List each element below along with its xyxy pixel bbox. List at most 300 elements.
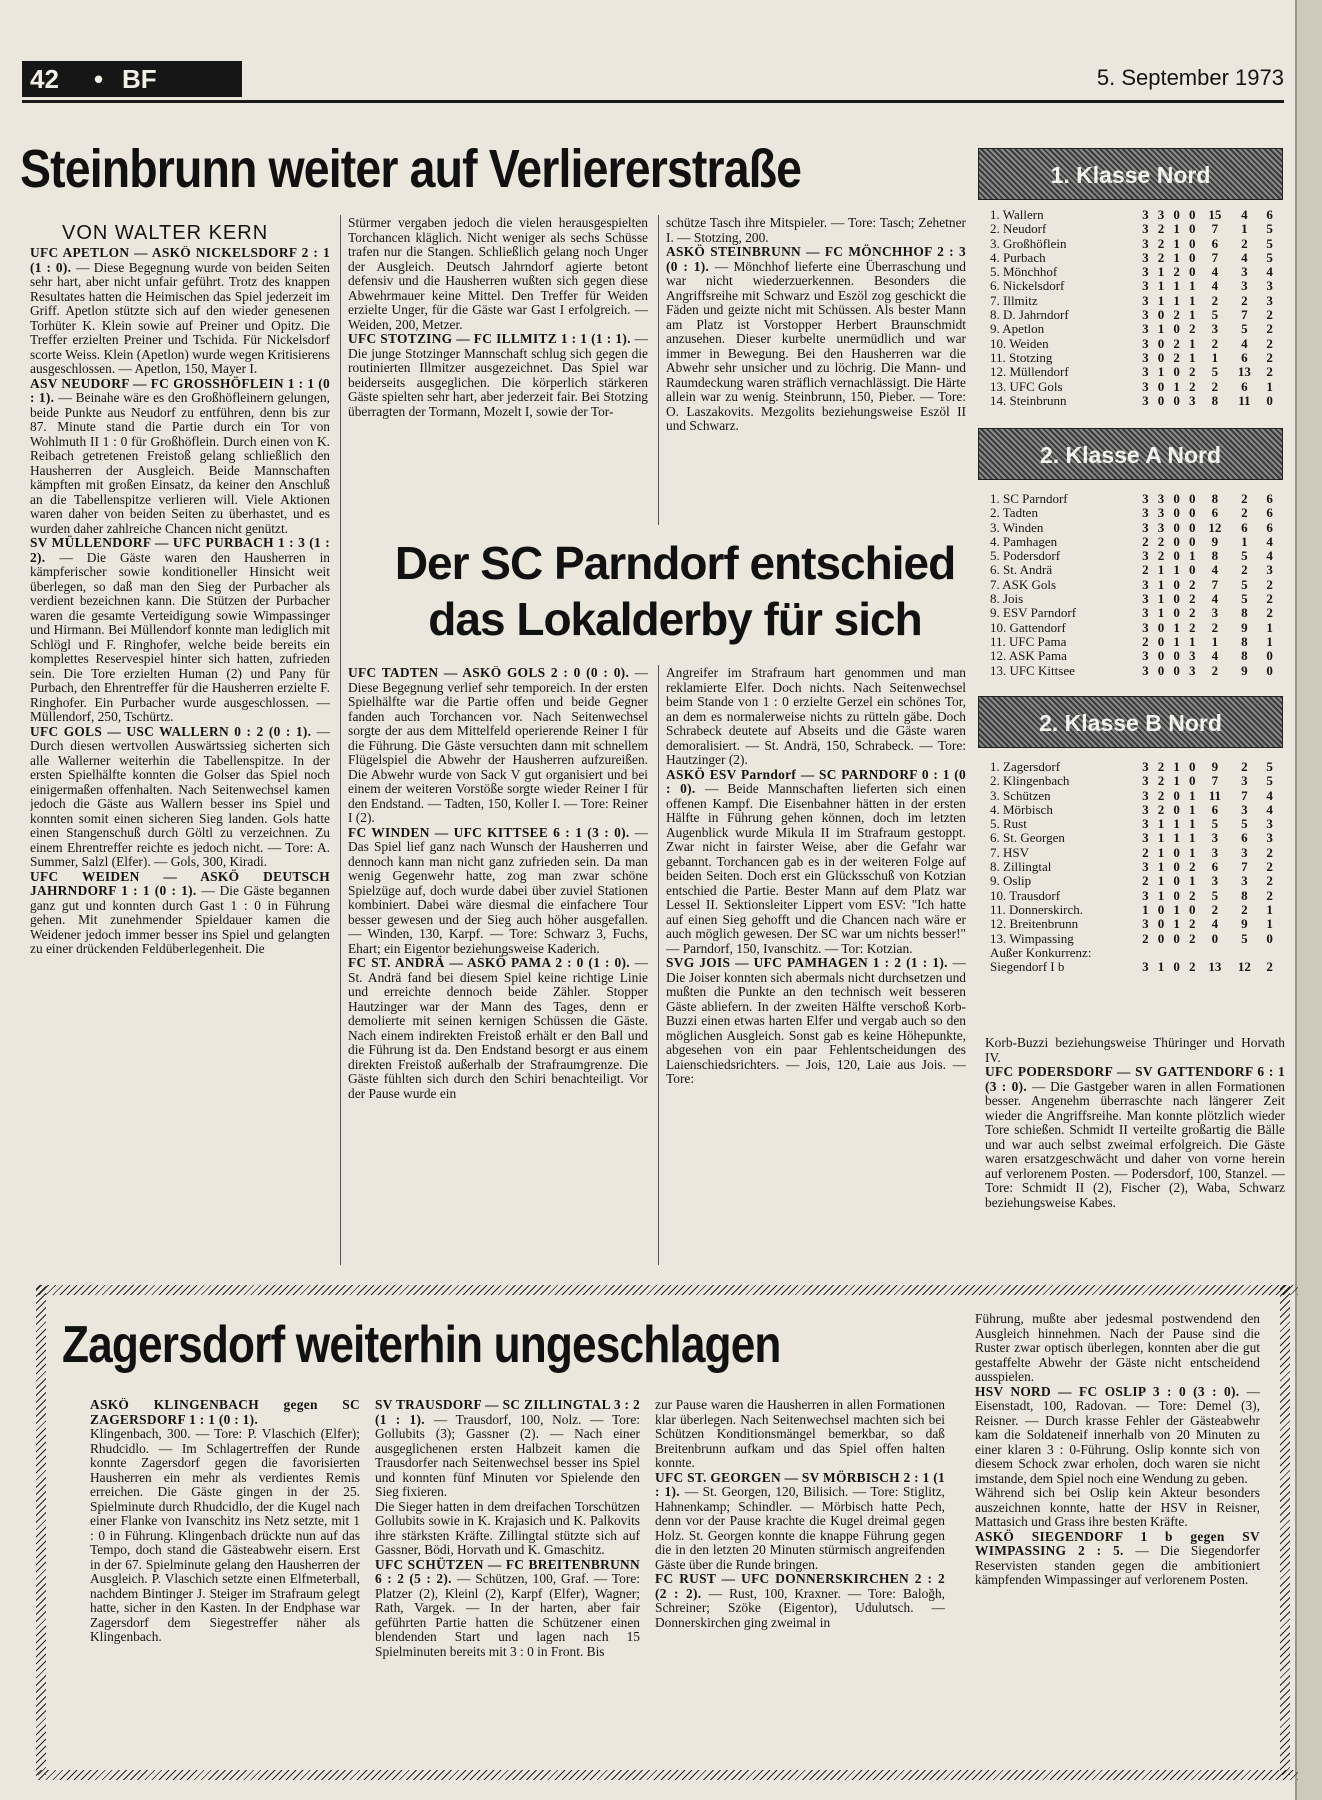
table-row <box>990 208 1280 222</box>
table-row <box>990 549 1280 563</box>
stat-cell: 3 <box>1142 576 1149 592</box>
paragraph-text: — Die Gäste waren den Hausherren in kämpferischer sowie konditioneller Hinsicht weit überlegen, so daß man den Sieg der Purbacher als verdient bezeichnen kann. Die Stützen der Purbacher waren die gesamte Verteidigung sowie Wimpassinger und Hirmann. Bei Müllendorf konnte man lediglich mit Schlögl und F. Ringhofer, welche beide bereits ein komplettes Reservespiel hinter sich hatten, zufrieden sein. Die Tore erzielten Human (2) und Pany für Purbach, den Ehrentreffer für die Hausherren erzielte F. Ringhofer. Ein Purbacher wurde ausgeschlossen. — Müllendorf, 250, Tschürtz. <box>30 549 330 724</box>
stat-cell: 3 <box>1142 759 1149 774</box>
table-row <box>990 222 1280 236</box>
stat-cell: 2 <box>1142 873 1149 889</box>
column-rule <box>658 215 659 525</box>
stat-cell: 2 <box>1173 349 1180 365</box>
stat-cell: 4 <box>1211 648 1219 664</box>
stat-cell: 2 <box>1241 292 1248 308</box>
stat-cell: 7 <box>1241 787 1248 803</box>
stat-cell: 1 <box>1241 221 1248 237</box>
stat-cell: 0 <box>1189 773 1196 789</box>
stat-cell: 3 <box>1142 959 1149 975</box>
stat-cell: 1 <box>1173 249 1180 265</box>
stat-cell: 8 <box>1241 633 1248 649</box>
stat-cell: 3 <box>1142 505 1149 521</box>
stat-cell: 4 <box>1211 916 1219 932</box>
stat-cell: 3 <box>1211 605 1219 621</box>
page-edge <box>1295 0 1322 1800</box>
stat-cell: 1 <box>1157 605 1165 621</box>
stat-cell: 5 <box>1266 235 1273 251</box>
stat-cell: 2 <box>1241 491 1248 506</box>
team-name: 13. Wimpassing <box>990 930 1074 946</box>
stat-cell: 1 <box>1173 773 1180 789</box>
stat-cell: 4 <box>1266 787 1273 803</box>
stat-cell: 2 <box>1189 959 1196 975</box>
stat-cell: 3 <box>1211 873 1219 889</box>
stat-cell: 1 <box>1142 901 1149 917</box>
stat-cell: 8 <box>1241 648 1248 664</box>
stat-cell: 1 <box>1173 816 1180 832</box>
table-row <box>990 251 1280 265</box>
stat-cell: 2 <box>1266 605 1273 621</box>
stat-cell: 3 <box>1142 321 1149 337</box>
stat-cell: 4 <box>1241 207 1248 222</box>
paragraph <box>30 246 330 377</box>
paragraph <box>655 1471 945 1573</box>
match-heading: FC WINDEN — UFC KITTSEE 6 : 1 (3 : 0). <box>348 824 635 840</box>
table-row <box>990 563 1280 577</box>
stat-cell: 3 <box>1241 801 1248 817</box>
stat-cell: 3 <box>1142 605 1149 621</box>
match-heading: ASV NEUDORF — FC GROSSHÖFLEIN 1 : 1 (0 : 1). <box>30 375 330 405</box>
team-name: 4. Pamhagen <box>990 533 1058 549</box>
stat-cell: 2 <box>1266 364 1273 380</box>
match-heading: UFC WEIDEN — ASKÖ DEUTSCH JAHRNDORF 1 : 1 (0 : 1). <box>30 868 330 898</box>
stat-cell: 3 <box>1142 278 1149 294</box>
stat-cell: 3 <box>1142 619 1149 635</box>
table-row <box>990 903 1280 917</box>
stat-cell: 3 <box>1142 859 1149 875</box>
team-name: 2. Tadten <box>990 505 1038 521</box>
stat-cell: 3 <box>1266 816 1273 832</box>
team-name: 11. Stotzing <box>990 349 1053 365</box>
stat-cell: 2 <box>1266 307 1273 323</box>
article2-column-3 <box>985 1036 1285 1266</box>
table-row <box>990 279 1280 293</box>
stat-cell: 2 <box>1189 576 1196 592</box>
stat-cell: 3 <box>1189 648 1196 664</box>
stat-cell: 0 <box>1173 844 1180 860</box>
masthead <box>22 55 1284 103</box>
table-row <box>990 521 1280 535</box>
stat-cell: 0 <box>1173 519 1180 535</box>
stat-cell: 4 <box>1241 249 1248 265</box>
paragraph-text: — Beide Mannschaften lieferten sich einen offenen Kampf. Die Eisenbahner hätten in der ersten Hälfte in Führung gehen können, doch im letzten Augenblick wurde Mikula II im Strafraum gestoppt. Zwar nicht in fairster Weise, aber die Gefahr war gebannt. Torchancen gab es in der weiteren Folge auf beiden Seiten. Doch erst ein Glücksschuß von Kotzian entschied die Partie. Bester Mann auf dem Platz war Lessel II. Sektionsleiter Lippert vom ESV: "Ich hatte auf einen Sieg gehofft und die Chancen nach wäre er auch möglich gewesen. Der SC war um nichts besser!" — Parndorf, 150, Ivanschitz. — Tor: Kotzian. <box>666 781 966 956</box>
team-name: 5. Podersdorf <box>990 548 1061 564</box>
stat-cell: 2 <box>1142 533 1149 549</box>
stat-cell: 2 <box>1266 844 1273 860</box>
stat-cell: 5 <box>1211 364 1219 380</box>
column-rule <box>658 665 659 1265</box>
stat-cell: 2 <box>1173 264 1180 280</box>
stat-cell: 1 <box>1157 859 1165 875</box>
stat-cell: 1 <box>1189 335 1196 351</box>
headline-parndorf: Der SC Parndorf entschied das Lokalderby für sich <box>394 537 956 645</box>
stat-cell: 3 <box>1142 235 1149 251</box>
stat-cell: 1 <box>1173 633 1180 649</box>
team-name: 1. SC Parndorf <box>990 491 1068 506</box>
stat-cell: 5 <box>1211 887 1219 903</box>
stat-cell: 3 <box>1142 887 1149 903</box>
stat-cell: 6 <box>1241 349 1248 365</box>
publication-name: BF <box>122 64 157 94</box>
team-name: 3. Winden <box>990 519 1044 535</box>
stat-cell: 9 <box>1241 619 1248 635</box>
stat-cell: 3 <box>1142 307 1149 323</box>
stat-cell: 9 <box>1241 662 1248 678</box>
stat-cell: 3 <box>1241 773 1248 789</box>
team-name: 9. Oslip <box>990 873 1032 889</box>
stat-cell: 3 <box>1142 378 1149 394</box>
team-name: 11. Donnerskirch. <box>990 901 1084 917</box>
stat-cell: 2 <box>1266 349 1273 365</box>
stat-cell: 0 <box>1157 378 1165 394</box>
match-heading: UFC STOTZING — FC ILLMITZ 1 : 1 (1 : 1). <box>348 331 635 346</box>
paragraph-text: schütze Tasch ihre Mitspieler. — Tore: Tasch; Zehetner I. — Stotzing, 200. <box>666 216 966 245</box>
stat-cell: 1 <box>1173 830 1180 846</box>
table-row <box>990 322 1280 336</box>
stat-cell: 3 <box>1142 519 1149 535</box>
stat-cell: 0 <box>1173 887 1180 903</box>
paragraph <box>975 1530 1260 1588</box>
stat-cell: 2 <box>1157 249 1165 265</box>
stat-cell: 7 <box>1241 307 1248 323</box>
stat-cell: 2 <box>1241 235 1248 251</box>
page-number-box <box>22 61 242 97</box>
stat-cell: 13 <box>1237 364 1251 380</box>
stat-cell: 2 <box>1241 562 1248 578</box>
team-name: 12. ASK Pama <box>990 648 1067 664</box>
stat-cell: 2 <box>1266 887 1273 903</box>
stat-cell: 1 <box>1157 591 1165 607</box>
paragraph <box>666 666 966 768</box>
stat-cell: 1 <box>1211 349 1219 365</box>
stat-cell: 3 <box>1142 801 1149 817</box>
stat-cell: 1 <box>1189 548 1196 564</box>
team-name: 8. D. Jahrndorf <box>990 307 1069 323</box>
stat-cell: 1 <box>1173 562 1180 578</box>
stat-cell: 2 <box>1189 887 1196 903</box>
stat-cell: 0 <box>1157 619 1165 635</box>
extra-heading: Außer Konkurrenz: <box>990 944 1092 960</box>
stat-cell: 1 <box>1189 801 1196 817</box>
article1-column-1 <box>30 246 330 1266</box>
match-heading: SV TRAUSDORF — SC ZILLINGTAL 3 : 2 (1 : 1). <box>375 1398 640 1427</box>
stat-cell: 0 <box>1189 221 1196 237</box>
paragraph-text: — Diese Begegnung wurde von beiden Seiten sehr hart, aber nicht unfair geführt. Trotz des knappen Resultates hatten die Heimischen das Spiel jederzeit im Griff. Apetlon stützte sich auf den wieder genesenen Torhüter K. Klein sowie auf Preiner und Opitz. Die Treffer erzielten Preiner und Tschida. Für Nickelsdorf scorte Weiss. Klein (Apetlon) wurde wegen Kritisierens ausgeschlossen. — Apetlon, 150, Mayer I. <box>30 259 330 376</box>
stat-cell: 0 <box>1173 605 1180 621</box>
paragraph-text: Angreifer im Strafraum hart genommen und man reklamierte Elfer. Doch nichts. Nach Seitenwechsel beim Stande von 1 : 0 erzielte Gerzel ein schönes Tor, an dem es normalerweise nichts zu rütteln gäbe. Doch Schrabeck deutete auf Abseits und die Gäste waren demoralisiert. — St. Andrä, 150, Schrabeck. — Tore: Hautzinger (2). <box>666 666 966 767</box>
table-row <box>990 265 1280 279</box>
stat-cell: 0 <box>1173 392 1180 408</box>
box-border-left <box>36 1285 46 1775</box>
stat-cell: 3 <box>1142 648 1149 664</box>
stat-cell: 1 <box>1189 844 1196 860</box>
stat-cell: 1 <box>1189 349 1196 365</box>
stat-cell: 0 <box>1173 576 1180 592</box>
stat-cell: 5 <box>1266 249 1273 265</box>
stat-cell: 5 <box>1266 221 1273 237</box>
stat-cell: 7 <box>1211 221 1219 237</box>
paragraph-text: — St. Georgen, 120, Bilisich. — Tore: Stiglitz, Hahnenkamp; Schindler. — Mörbisch hatte Pech, denn vor der Pause krachte die Kugel dreimal gegen Holz. St. Georgen konnte die knappe Führung gegen die in den letzten 20 Minuten stürmisch angreifenden Gäste über die Runde bringen. <box>655 1484 945 1572</box>
stat-cell: 1 <box>1211 633 1219 649</box>
paragraph-text: Während sich bei Oslip kein Akteur besonders auszeichnen konnte, hatte der HSV in Reisner, Mattasich und Grass ihre besten Kräfte. <box>975 1485 1260 1529</box>
paragraph <box>30 725 330 870</box>
stat-cell: 1 <box>1241 533 1248 549</box>
table-row <box>990 831 1280 845</box>
stat-cell: 1 <box>1189 278 1196 294</box>
stat-cell: 2 <box>1211 619 1219 635</box>
stat-cell: 12 <box>1237 959 1251 975</box>
stat-cell: 3 <box>1241 278 1248 294</box>
headline-zagersdorf: Zagersdorf weiterhin ungeschlagen <box>62 1316 781 1374</box>
stat-cell: 1 <box>1173 221 1180 237</box>
stat-cell: 4 <box>1211 278 1219 294</box>
paragraph <box>666 768 966 957</box>
stat-cell: 0 <box>1173 505 1180 521</box>
stat-cell: 7 <box>1211 773 1219 789</box>
stat-cell: 3 <box>1157 207 1165 222</box>
team-name: 6. St. Georgen <box>990 830 1065 846</box>
stat-cell: 1 <box>1266 378 1273 394</box>
match-heading: FC RUST — UFC DONNERSKIRCHEN 2 : 2 (2 : 2). <box>655 1571 945 1601</box>
stat-cell: 1 <box>1157 887 1165 903</box>
stat-cell: 3 <box>1142 591 1149 607</box>
stat-cell: 9 <box>1211 759 1219 774</box>
stat-cell: 0 <box>1189 759 1196 774</box>
team-name: 12. Müllendorf <box>990 364 1069 380</box>
stat-cell: 12 <box>1208 519 1222 535</box>
stat-cell: 0 <box>1157 916 1165 932</box>
stat-cell: 3 <box>1211 321 1219 337</box>
team-name: 5. Mönchhof <box>990 264 1058 280</box>
table-banner-1: 1. Klasse Nord <box>978 148 1283 200</box>
stat-cell: 2 <box>1157 533 1165 549</box>
stat-cell: 2 <box>1266 591 1273 607</box>
stat-cell: 0 <box>1189 235 1196 251</box>
paragraph-text: — Die Joiser konnten sich abermals nicht durchsetzen und mußten die Punkte an den technisch weit besseren Gäste abliefern. In der zweiten Hälfte verschoß Korb-Buzzi einen etwas harten Elfer und vergab auch so den möglichen Ausgleich. Sonst gab es keine Höhepunkte, abgesehen von ein paar Fehlentscheidungen des Laienschiedsrichters. — Jois, 120, Laie aus Jois. — Tore: <box>666 955 966 1086</box>
stat-cell: 1 <box>1157 959 1165 975</box>
paragraph-text: — Mönchhof lieferte eine Überraschung und war nicht wiederzuerkennen. Besonders die Angriffsreihe mit Schwarz und Eszöl zog geschickt die Fäden und geizte nicht mit Schüssen. Als bester Mann am Platz ist Vorstopper Herbert Braunschmidt anzusehen. Dieser kurbelte unermüdlich und war immer in Bewegung. Bei den Hausherren war die Abwehr sehr unsicher und zu löchrig. Die Mann- und Raumdeckung waren sträflich vernachlässigt. Die Härte allein war zu wenig. Steinbrunn, 150, Pieber. — Tore: O. Laszakovits. Mezgolits beziehungsweise Eszöl II und Schwarz. <box>666 258 966 433</box>
stat-cell: 3 <box>1211 844 1219 860</box>
stat-cell: 2 <box>1157 801 1165 817</box>
team-name: 6. St. Andrä <box>990 562 1053 578</box>
stat-cell: 2 <box>1173 335 1180 351</box>
stat-cell: 2 <box>1157 759 1165 774</box>
stat-cell: 2 <box>1189 619 1196 635</box>
stat-cell: 1 <box>1173 378 1180 394</box>
team-name: 9. Apetlon <box>990 321 1045 337</box>
paragraph-text: — Durch diesen wertvollen Auswärtssieg sicherten sich alle Wallerner weiterhin die Tabellenspitze. In der ersten Spielhälfte konnten die Golser das Spiel noch einigermaßen offenhalten. Nach Seitenwechsel kamen jedoch die Gäste aus Wallern besser ins Spiel und konnten somit einen sicheren Sieg landen. Gols hatte einen Stangenschuß durch Göltl zu verzeichnen. Zu einem Ehrentreffer reichte es jedoch nicht. — Tore: A. Summer, Salzl (Elfer). — Gols, 300, Kiradi. <box>30 723 330 869</box>
match-heading: UFC SCHÜTZEN — FC BREITENBRUNN 6 : 2 (5 : 2). <box>375 1556 640 1586</box>
article3-column-4 <box>975 1312 1260 1762</box>
stat-cell: 3 <box>1142 392 1149 408</box>
stat-cell: 6 <box>1211 859 1219 875</box>
byline: VON WALTER KERN <box>62 222 269 244</box>
paragraph <box>375 1500 640 1558</box>
stat-cell: 1 <box>1266 633 1273 649</box>
stat-cell: 2 <box>1211 378 1219 394</box>
stat-cell: 0 <box>1189 562 1196 578</box>
stat-cell: 8 <box>1241 605 1248 621</box>
paragraph <box>655 1398 945 1471</box>
team-name: 4. Mörbisch <box>990 801 1053 817</box>
table-row <box>990 237 1280 251</box>
table-row <box>990 351 1280 365</box>
stat-cell: 0 <box>1189 505 1196 521</box>
stat-cell: 9 <box>1211 533 1219 549</box>
stat-cell: 2 <box>1189 859 1196 875</box>
stat-cell: 3 <box>1266 292 1273 308</box>
box-border-right <box>1280 1285 1290 1775</box>
team-name: 5. Rust <box>990 816 1027 832</box>
match-heading: UFC TADTEN — ASKÖ GOLS 2 : 0 (0 : 0). <box>348 666 635 680</box>
stat-cell: 2 <box>1189 930 1196 946</box>
stat-cell: 0 <box>1173 321 1180 337</box>
stat-cell: 0 <box>1189 491 1196 506</box>
box-border-top <box>36 1285 1298 1295</box>
stat-cell: 0 <box>1157 349 1165 365</box>
table-row <box>990 874 1280 888</box>
stat-cell: 6 <box>1266 491 1273 506</box>
team-name: 2. Klingenbach <box>990 773 1070 789</box>
stat-cell: 0 <box>1157 633 1165 649</box>
stat-cell: 1 <box>1157 830 1165 846</box>
stat-cell: 2 <box>1189 605 1196 621</box>
team-name: 6. Nickelsdorf <box>990 278 1065 294</box>
team-name: 3. Schützen <box>990 787 1051 803</box>
table-row <box>990 506 1280 520</box>
stat-cell: 4 <box>1211 591 1219 607</box>
paragraph <box>975 1486 1260 1530</box>
stat-cell: 6 <box>1241 378 1248 394</box>
stat-cell: 0 <box>1189 249 1196 265</box>
stat-cell: 1 <box>1157 816 1165 832</box>
paragraph <box>90 1427 360 1645</box>
stat-cell: 6 <box>1266 519 1273 535</box>
stat-cell: 0 <box>1173 959 1180 975</box>
stat-cell: 2 <box>1266 335 1273 351</box>
stat-cell: 3 <box>1142 349 1149 365</box>
match-heading: ASKÖ KLINGENBACH gegen SC ZAGERSDORF 1 : 1 (0 : 1). <box>90 1398 360 1427</box>
paragraph <box>985 1065 1285 1210</box>
stat-cell: 1 <box>1157 873 1165 889</box>
stat-cell: 0 <box>1266 648 1273 664</box>
team-name: 8. Jois <box>990 591 1024 607</box>
stat-cell: 3 <box>1142 916 1149 932</box>
stat-cell: 0 <box>1173 364 1180 380</box>
stat-cell: 3 <box>1241 264 1248 280</box>
stat-cell: 0 <box>1173 548 1180 564</box>
stat-cell: 0 <box>1173 591 1180 607</box>
stat-cell: 4 <box>1266 533 1273 549</box>
table-row <box>990 760 1280 774</box>
stat-cell: 0 <box>1266 662 1273 678</box>
table-row <box>990 294 1280 308</box>
stat-cell: 9 <box>1241 916 1248 932</box>
paragraph <box>666 245 966 434</box>
team-name: 11. UFC Pama <box>990 633 1067 649</box>
team-name: 8. Zillingtal <box>990 859 1052 875</box>
paragraph-text: — Schützen, 100, Graf. — Tore: Platzer (2), Kleinl (2), Karpf (Elfer), Wagner; Rath, Vargek. — In der harten, aber fair geführten Partie hatten die Schützener einen blendenden Start und lagen nach 15 Spielminuten bereits mit 3 : 0 in Front. Bis <box>375 1571 640 1659</box>
team-name: Siegendorf I b <box>990 959 1065 975</box>
stat-cell: 3 <box>1211 830 1219 846</box>
stat-cell: 2 <box>1142 562 1149 578</box>
stat-cell: 0 <box>1173 930 1180 946</box>
paragraph <box>90 1398 360 1427</box>
paragraph <box>975 1385 1260 1487</box>
stat-cell: 2 <box>1189 321 1196 337</box>
paragraph-text: — Trausdorf, 100, Nolz. — Tore: Gollubits (3); Gassner (2). — Nach einer ausgeglichenen ersten Halbzeit kamen die Trausdorfer nach Seitenwechsel besser ins Spiel und konnten fünf Minuten vor Spielende den Sieg fixieren. <box>375 1411 640 1499</box>
stat-cell: 3 <box>1266 278 1273 294</box>
paragraph <box>348 956 648 1101</box>
paragraph <box>655 1572 945 1630</box>
stat-cell: 7 <box>1241 859 1248 875</box>
team-name: 10. Trausdorf <box>990 887 1061 903</box>
league-table-2-klasse-b-nord <box>990 760 1280 974</box>
stat-cell: 2 <box>1241 505 1248 521</box>
paragraph-text: Führung, mußte aber jedesmal postwendend den Ausgleich hinnehmen. Nach der Pause sind die Ruster zwar optisch überlegen, konnten aber die gut gestaffelte Abwehr der Gäste nicht entscheidend ausspielen. <box>975 1312 1260 1384</box>
stat-cell: 2 <box>1157 548 1165 564</box>
stat-cell: 2 <box>1266 859 1273 875</box>
paragraph <box>348 666 648 826</box>
article3-column-3 <box>655 1398 945 1763</box>
stat-cell: 3 <box>1241 873 1248 889</box>
stat-cell: 0 <box>1173 207 1180 222</box>
stat-cell: 1 <box>1157 264 1165 280</box>
stat-cell: 2 <box>1266 959 1273 975</box>
stat-cell: 0 <box>1266 392 1273 408</box>
paragraph-text: — Diese Begegnung verlief sehr temporeich. In der ersten Spielhälfte war die Partie offen und beide Gegner fanden auch Torchancen vor. Nach Seitenwechsel sorgte der aus dem Mittelfeld operierende Reiner I für die Führung. Die Gäste versuchten dann mit schnellem Flügelspiel die Abwehr der Hausherren aufzureißen. Die Abwehr wurde von Sack V gut organisiert und bei einem der weiteren Vorstöße sorgte wieder Reiner I für den Endstand. — Tadten, 150, Koller I. — Tore: Reiner I (2). <box>348 666 648 825</box>
paragraph <box>348 826 648 957</box>
stat-cell: 1 <box>1189 787 1196 803</box>
stat-cell: 5 <box>1241 930 1248 946</box>
stat-cell: 2 <box>1211 335 1219 351</box>
stat-cell: 3 <box>1142 264 1149 280</box>
table-row <box>990 817 1280 831</box>
stat-cell: 3 <box>1142 335 1149 351</box>
paragraph-text: — Eisenstadt, 100, Radovan. — Tore: Demel (3), Reisner. — Durch krasse Fehler der Gästeabwehr kam die Soldateneif innerhalb von 20 Minuten zu einer klaren 3 : 0-Führung. Oslip konnte sich von diesem Schock zwar erholen, doch waren sie nicht imstande, dem Spiel noch eine Wendung zu geben. <box>975 1383 1260 1486</box>
stat-cell: 1 <box>1189 873 1196 889</box>
match-heading: ASKÖ STEINBRUNN — FC MÖNCHHOF 2 : 3 (0 : 1). <box>666 244 966 274</box>
table-row <box>990 635 1280 649</box>
stat-cell: 0 <box>1189 901 1196 917</box>
stat-cell: 5 <box>1266 759 1273 774</box>
stat-cell: 0 <box>1173 873 1180 889</box>
stat-cell: 0 <box>1157 662 1165 678</box>
paragraph-text: — Die Gastgeber waren in allen Formationen besser. Angenehm überraschte nach längerer Zeit wieder die Angriffsreihe. Man konnte plötzlich wieder Tore schießen. Schmidt II verteilte großartig die Bälle und war auch selbst zweimal erfolgreich. Die Gäste waren ersatzgeschwächt und daher von vorne herein auf verlorenem Posten. — Podersdorf, 100, Stanzel. — Tore: Schmidt II (2), Fischer (2), Waba, Schwarz beziehungsweise Kabes. <box>985 1078 1285 1210</box>
stat-cell: 0 <box>1173 801 1180 817</box>
stat-cell: 3 <box>1266 562 1273 578</box>
stat-cell: 8 <box>1211 548 1219 564</box>
stat-cell: 0 <box>1266 930 1273 946</box>
stat-cell: 13 <box>1208 959 1222 975</box>
stat-cell: 0 <box>1157 901 1165 917</box>
table-row <box>990 846 1280 860</box>
stat-cell: 2 <box>1173 307 1180 323</box>
stat-cell: 3 <box>1142 816 1149 832</box>
team-name: 12. Breitenbrunn <box>990 916 1079 932</box>
match-heading: ASKÖ SIEGENDORF 1 b gegen SV WIMPASSING 2 : 5. <box>975 1528 1260 1558</box>
paragraph-text: — Die junge Stotzinger Mannschaft schlug sich gegen die routinierten Illmitzer ausgezeichnet. Das Spiel war beiderseits ausgeglichen. Die körperlich stärkeren Gäste spielten sehr hart, aber jederzeit fair. Bei Stotzing überragten der Tormann, Mozelt I, sowie der Tor- <box>348 331 648 419</box>
stat-cell: 2 <box>1189 591 1196 607</box>
stat-cell: 3 <box>1142 773 1149 789</box>
stat-cell: 1 <box>1173 759 1180 774</box>
stat-cell: 3 <box>1142 830 1149 846</box>
stat-cell: 3 <box>1266 830 1273 846</box>
